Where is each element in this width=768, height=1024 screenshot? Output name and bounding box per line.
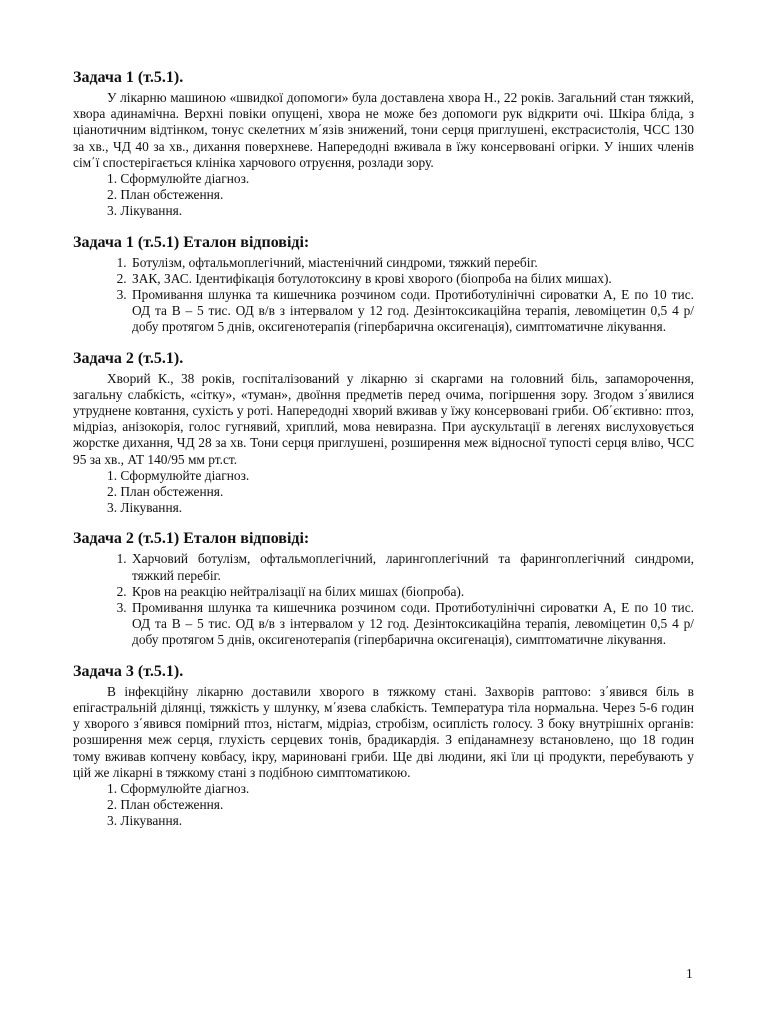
task-title: Задача 2 (т.5.1). bbox=[73, 349, 184, 367]
question-item: 2. План обстеження. bbox=[107, 484, 224, 500]
answer-item: 1. Ботулізм, офтальмоплегічний, міастенічний синдроми, тяжкий перебіг. bbox=[130, 255, 694, 271]
task-text: У лікарню машиною «швидкої допомоги» була доставлена хвора Н., 22 років. Загальний стан тяжкий, хвора адинамічна. Верхні повіки опущені, хвора не може без допомоги рук відкрити очі. Шкіра бліда, з ціанотичним відтінком, тонус скелетних м΄язів знижений, тони серця приглушені, екстрасистолія, ЧСС 130 за хв., ЧД 40 за хв., дихання поверхневе. Напередодні вживала в їжу консервовані огірки. У інших членів сім΄ї спостерігається клініка харчового отруєння, розлади зору. bbox=[73, 90, 694, 170]
question-item: 3. Лікування. bbox=[107, 813, 183, 829]
answer-item: 2. Кров на реакцію нейтралізації на білих мишах (біопроба). bbox=[130, 584, 694, 600]
task-title: Задача 1 (т.5.1). bbox=[73, 69, 184, 86]
task-title: Задача 3 (т.5.1). bbox=[73, 662, 184, 680]
task-text: Хворий К., 38 років, госпіталізований у лікарню зі скаргами на головний біль, запаморочення, загальну слабкість, «сітку», «туман», двоїння предметів перед очима, погіршення зору. Згодом з΄явилися утруднене ковтання, сухість у роті. Напередодні хворий вживав у їжу консервовані гриби. Об΄єктивно: птоз, мідріаз, анізокорія, голос гугнявий, хриплий, мова невиразна. При аускультації в легенях вислуховується жорстке дихання, ЧД 28 за хв. Тони серця приглушені, розширення меж відносної тупості серця вліво, ЧСС 95 за хв., АТ 140/95 мм рт.ст. bbox=[73, 370, 694, 467]
task-1-answer bbox=[73, 234, 694, 336]
question-item: 3. Лікування. bbox=[107, 500, 183, 516]
question-item: 1. Сформулюйте діагноз. bbox=[107, 467, 250, 483]
answer-list bbox=[73, 255, 694, 336]
question-list bbox=[73, 171, 694, 220]
question-list bbox=[73, 468, 694, 517]
task-1 bbox=[73, 69, 694, 220]
page-number: 1 bbox=[686, 966, 693, 981]
task-2-answer bbox=[73, 530, 694, 648]
answer-title: Задача 1 (т.5.1) Еталон відповіді: bbox=[73, 233, 310, 251]
question-list bbox=[73, 781, 694, 830]
answer-item: 3. Промивання шлунка та кишечника розчином соди. Протиботулінічні сироватки А, Е по 10 тис. ОД та В – 5 тис. ОД в/в з інтервалом у 12 год. Дезінтоксикаційна терапія, левоміцетин 0,5 4 р/добу протягом 5 днів, оксигенотерапія (гіпербарична оксигенація), симптоматичне лікування. bbox=[130, 600, 694, 649]
question-item: 3. Лікування. bbox=[107, 203, 183, 219]
task-3 bbox=[73, 663, 694, 830]
answer-title: Задача 2 (т.5.1) Еталон відповіді: bbox=[73, 530, 310, 548]
task-2 bbox=[73, 350, 694, 517]
question-item: 2. План обстеження. bbox=[107, 187, 224, 203]
answer-item: 1. Харчовий ботулізм, офтальмоплегічний, ларингоплегічний та фарингоплегічний синдроми, тяжкий перебіг. bbox=[130, 551, 694, 583]
answer-item: 3. Промивання шлунка та кишечника розчином соди. Протиботулінічні сироватки А, Е по 10 тис. ОД та В – 5 тис. ОД в/в з інтервалом у 12 год. Дезінтоксикаційна терапія, левоміцетин 0,5 4 р/добу протягом 5 днів, оксигенотерапія (гіпербарична оксигенація), симптоматичне лікування. bbox=[130, 287, 694, 336]
task-text: В інфекційну лікарню доставили хворого в тяжкому стані. Захворів раптово: з΄явився біль в епігастральній ділянці, тяжкість у шлунку, м΄язева слабкість. Температура тіла нормальна. Через 5-6 годин у хворого з΄явився помірний птоз, ністагм, мідріаз, стробізм, осиплість голосу. З боку внутрішніх органів: розширення меж серця, глухість серцевих тонів, брадикардія. З епіданамнезу встановлено, що 18 годин тому вживав копчену ковбасу, ікру, мариновані гриби. Ще дві людини, які їли ці продукти, перебувають у цій же лікарні в тяжкому стані з подібною симптоматикою. bbox=[73, 683, 694, 780]
question-item: 2. План обстеження. bbox=[107, 797, 224, 813]
answer-item: 2. ЗАК, ЗАС. Ідентифікація ботулотоксину в крові хворого (біопроба на білих мишах). bbox=[130, 271, 694, 287]
answer-list bbox=[73, 551, 694, 648]
question-item: 1. Сформулюйте діагноз. bbox=[107, 171, 250, 187]
question-item: 1. Сформулюйте діагноз. bbox=[107, 780, 250, 796]
